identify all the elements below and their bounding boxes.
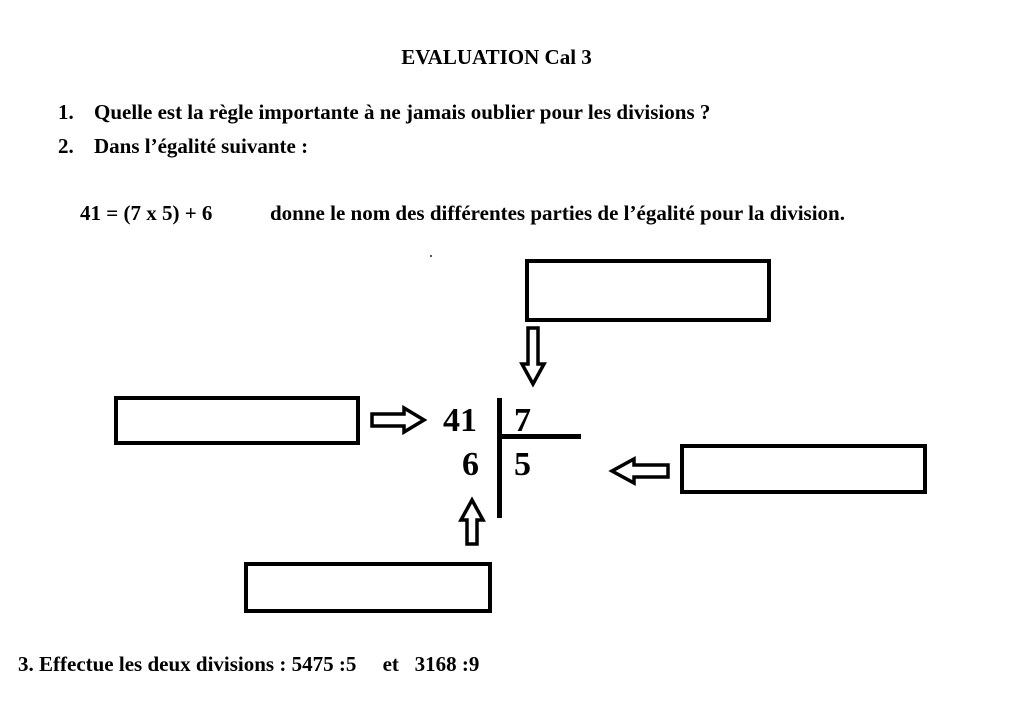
answer-box-right[interactable] bbox=[680, 444, 927, 494]
question-2-number: 2. bbox=[58, 134, 74, 158]
question-1 bbox=[58, 100, 710, 125]
equation-instruction: donne le nom des différentes parties de l’égalité pour la division. bbox=[270, 201, 845, 225]
answer-box-top[interactable] bbox=[525, 259, 771, 322]
division-horizontal-line bbox=[499, 434, 581, 439]
equation: 41 = (7 x 5) + 6 bbox=[80, 201, 213, 225]
stray-dot bbox=[430, 255, 432, 257]
question-1-number: 1. bbox=[58, 100, 74, 124]
question-3: 3. Effectue les deux divisions : 5475 :5 et 3168 :9 bbox=[18, 652, 480, 676]
arrow-right-icon bbox=[370, 405, 428, 435]
divisor: 7 bbox=[514, 402, 531, 439]
arrow-up-icon bbox=[458, 496, 486, 548]
question-2 bbox=[58, 134, 308, 159]
page-title: EVALUATION Cal 3 bbox=[401, 45, 592, 69]
division-vertical-line bbox=[497, 398, 502, 518]
question-1-text: Quelle est la règle importante à ne jamais oublier pour les divisions ? bbox=[94, 100, 711, 124]
quotient: 5 bbox=[514, 446, 531, 483]
answer-box-bottom[interactable] bbox=[244, 562, 492, 613]
dividend: 41 bbox=[443, 402, 477, 439]
answer-box-left[interactable] bbox=[114, 396, 360, 445]
question-2-text: Dans l’égalité suivante : bbox=[94, 134, 309, 158]
arrow-left-icon bbox=[608, 456, 670, 486]
arrow-down-icon bbox=[520, 326, 546, 388]
remainder: 6 bbox=[462, 446, 479, 483]
